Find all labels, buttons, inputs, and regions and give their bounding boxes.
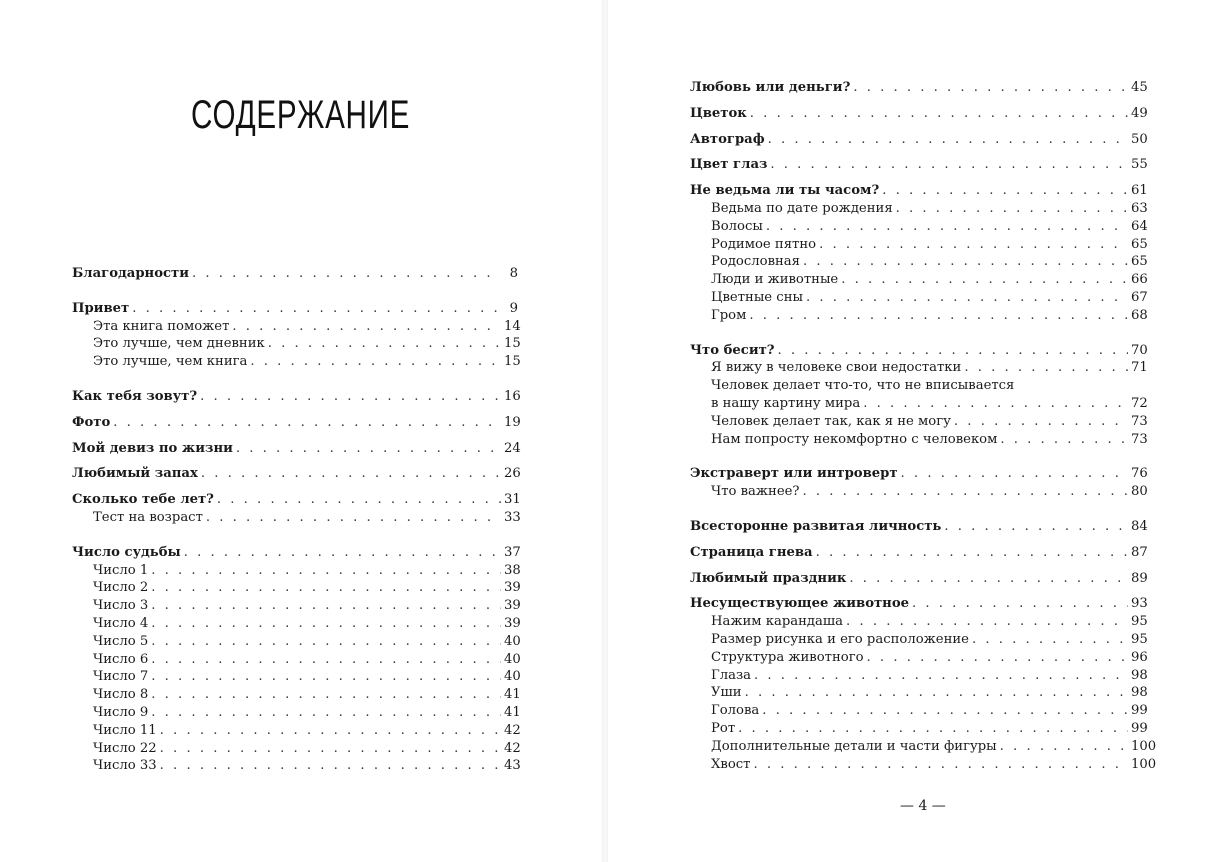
toc-entry-page: 16 <box>504 388 521 404</box>
toc-subentry-page: 68 <box>1131 307 1148 323</box>
toc-entry[interactable] <box>690 570 1148 588</box>
toc-entry[interactable] <box>690 518 1148 536</box>
toc-section <box>72 440 521 458</box>
toc-section <box>72 544 521 775</box>
toc-subentry[interactable] <box>72 633 521 651</box>
toc-subentry[interactable] <box>690 702 1148 720</box>
toc-subentry-page: 98 <box>1131 685 1148 701</box>
toc-subentry-title: Цветные сны <box>711 289 803 305</box>
toc-entry-title: Несуществующее животное <box>690 596 910 612</box>
left-page <box>0 0 602 862</box>
toc-subentry-page: 40 <box>504 633 521 649</box>
toc-subentry-page: 73 <box>1131 413 1148 429</box>
toc-subentry-title: Родимое пятно <box>711 236 817 252</box>
toc-subentry-page: 39 <box>504 615 521 631</box>
page-number: — 4 — <box>900 798 946 814</box>
toc-subentry-title: Эта книга поможет <box>93 318 230 334</box>
toc-subentry-page: 72 <box>1131 395 1148 411</box>
toc-subentry[interactable] <box>72 704 521 722</box>
dot-leader <box>160 722 501 740</box>
toc-subentry[interactable] <box>72 615 521 633</box>
toc-entry-title: Цветок <box>690 105 747 121</box>
toc-subentry-title: Глаза <box>711 667 752 683</box>
toc-entry-page: 55 <box>1131 157 1148 173</box>
dot-leader <box>151 704 501 722</box>
toc-entry[interactable] <box>72 491 521 509</box>
toc-subentry-title: Дополнительные детали и части фигуры <box>711 738 997 754</box>
toc-section <box>690 105 1148 123</box>
toc-subentry-title: Нажим карандаша <box>711 614 844 630</box>
toc-subentry-title: Число 33 <box>93 758 157 774</box>
toc-subentry-page: 64 <box>1131 218 1148 234</box>
toc-entry-page: 26 <box>504 466 521 482</box>
toc-subentry-title: Размер рисунка и его расположение <box>711 631 969 647</box>
dot-leader <box>778 342 1129 360</box>
toc-subentry-page: 63 <box>1131 200 1148 216</box>
toc-entry[interactable] <box>690 105 1148 123</box>
toc-subentry-title: Гром <box>711 307 747 323</box>
dot-leader <box>160 740 501 758</box>
dot-leader <box>738 720 1128 738</box>
toc-subentry-title: Число 9 <box>93 704 149 720</box>
toc-subentry-page: 67 <box>1131 289 1148 305</box>
toc-entry[interactable] <box>72 440 521 458</box>
toc-subentry-page: 39 <box>504 598 521 614</box>
dot-leader <box>770 156 1128 174</box>
toc-entry-page: 8 <box>509 266 518 281</box>
toc-section <box>72 388 521 406</box>
dot-leader <box>192 265 501 283</box>
toc-entry-title: Что бесит? <box>690 342 775 358</box>
toc-subentry-page: 42 <box>504 740 521 756</box>
toc-entry-title: Не ведьма ли ты часом? <box>690 183 880 199</box>
dot-leader <box>753 756 1128 774</box>
toc-entry-title: Фото <box>72 414 111 430</box>
toc-subentry[interactable] <box>690 631 1148 649</box>
toc-entry-title: Экстраверт или интроверт <box>690 466 898 482</box>
toc-subentry[interactable] <box>690 667 1148 685</box>
dot-leader <box>863 395 1128 413</box>
toc-subentry-title: Число 2 <box>93 580 149 596</box>
toc-entry-page: 31 <box>504 492 521 508</box>
toc-subentry-page: 100 <box>1131 756 1157 772</box>
toc-entry[interactable] <box>72 300 518 318</box>
toc-entry[interactable] <box>690 156 1148 174</box>
dot-leader <box>151 579 501 597</box>
toc-subentry-page: 38 <box>504 562 521 578</box>
toc-subentry-title: Число 8 <box>93 687 149 703</box>
toc-subentry-title: Число 5 <box>93 633 149 649</box>
dot-leader <box>944 518 1128 536</box>
toc-entry[interactable] <box>690 182 1148 200</box>
toc-entry[interactable] <box>690 342 1148 360</box>
toc-section <box>690 342 1148 449</box>
toc-subentry[interactable] <box>690 200 1148 218</box>
toc-subentry-page: 96 <box>1131 649 1148 665</box>
toc-subentry-page: 66 <box>1131 272 1148 288</box>
dot-leader <box>151 633 501 651</box>
dot-leader <box>750 105 1128 123</box>
toc-subentry-page: 39 <box>504 580 521 596</box>
toc-subentry-title: Человек делает что-то, что не вписывается <box>711 378 1015 394</box>
toc-subentry-page: 42 <box>504 722 521 738</box>
page-title: СОДЕРЖАНИЕ <box>191 93 411 137</box>
toc-subentry[interactable] <box>72 353 521 371</box>
dot-leader <box>846 613 1128 631</box>
toc-subentry-page: 80 <box>1131 484 1148 500</box>
dot-leader <box>151 686 501 704</box>
dot-leader <box>232 318 501 336</box>
toc-subentry-title: Человек делает так, как я не могу <box>711 413 951 429</box>
toc-subentry[interactable] <box>690 413 1148 431</box>
dot-leader <box>151 597 501 615</box>
toc-subentry[interactable] <box>72 686 521 704</box>
dot-leader <box>954 413 1128 431</box>
toc-entry-title: Число судьбы <box>72 544 181 560</box>
toc-entry[interactable] <box>690 131 1148 149</box>
toc-entry-title: Автограф <box>690 131 765 147</box>
toc-subentry-title: Я вижу в человеке свои недостатки <box>711 360 962 376</box>
toc-entry-title: Привет <box>72 300 130 316</box>
dot-leader <box>803 253 1128 271</box>
dot-leader <box>867 649 1128 667</box>
toc-section <box>690 570 1148 588</box>
toc-subentry-title: в нашу картину мира <box>711 395 861 411</box>
toc-subentry[interactable] <box>72 509 521 527</box>
toc-entry-page: 50 <box>1131 131 1148 147</box>
dot-leader <box>766 218 1128 236</box>
dot-leader <box>896 200 1128 218</box>
toc-subentry-title: Число 6 <box>93 651 149 667</box>
toc-subentry-page: 100 <box>1131 738 1157 754</box>
toc-entry-page: 61 <box>1131 183 1148 199</box>
toc-entry-page: 87 <box>1131 544 1148 560</box>
toc-section <box>72 265 518 283</box>
toc-entry-title: Всесторонне развитая личность <box>690 518 942 534</box>
toc-subentry[interactable] <box>690 289 1148 307</box>
toc-subentry[interactable] <box>690 271 1148 289</box>
toc-subentry-title: Рот <box>711 720 736 736</box>
dot-leader <box>1000 738 1128 756</box>
dot-leader <box>912 595 1128 613</box>
toc-subentry[interactable] <box>690 218 1148 236</box>
toc-subentry-page: 99 <box>1131 720 1148 736</box>
dot-leader <box>1000 431 1128 449</box>
dot-leader <box>901 465 1128 483</box>
toc-section <box>690 182 1148 324</box>
right-page <box>608 0 1205 862</box>
toc-subentry-title: Число 4 <box>93 615 149 631</box>
toc-subentry[interactable] <box>72 335 521 353</box>
toc-subentry[interactable] <box>72 579 521 597</box>
toc-subentry[interactable] <box>72 740 521 758</box>
toc-subentry[interactable] <box>72 722 521 740</box>
toc-subentry[interactable] <box>690 720 1148 738</box>
dot-leader <box>151 562 501 580</box>
toc-subentry-title: Уши <box>711 685 742 701</box>
toc-subentry-title: Волосы <box>711 218 763 234</box>
dot-leader <box>803 483 1128 501</box>
dot-leader <box>151 615 501 633</box>
toc-subentry[interactable] <box>690 307 1148 325</box>
toc-subentry-page: 95 <box>1131 614 1148 630</box>
toc-subentry[interactable] <box>690 359 1148 377</box>
toc-subentry-page: 33 <box>504 509 521 525</box>
toc-subentry-title: Тест на возраст <box>93 509 203 525</box>
toc-section <box>72 414 521 432</box>
toc-entry-title: Любимый праздник <box>690 570 847 586</box>
toc-subentry-title: Хвост <box>711 756 751 772</box>
toc-subentry[interactable] <box>690 431 1148 449</box>
toc-entry-title: Как тебя зовут? <box>72 388 198 404</box>
toc-section <box>690 595 1157 773</box>
toc-section <box>72 300 521 371</box>
toc-subentry-page: 95 <box>1131 631 1148 647</box>
toc-entry-page: 37 <box>504 544 521 560</box>
toc-subentry-page: 65 <box>1131 236 1148 252</box>
toc-subentry[interactable] <box>690 613 1148 631</box>
dot-leader <box>849 570 1128 588</box>
toc-entry-title: Любимый запах <box>72 466 198 482</box>
toc-subentry[interactable] <box>72 318 521 336</box>
toc-entry-page: 24 <box>504 440 521 456</box>
dot-leader <box>268 335 501 353</box>
toc-subentry-title: Родословная <box>711 254 800 270</box>
toc-subentry-page: 41 <box>504 704 521 720</box>
dot-leader <box>754 667 1128 685</box>
toc-entry-title: Любовь или деньги? <box>690 80 851 95</box>
toc-subentry[interactable] <box>690 649 1148 667</box>
toc-subentry[interactable] <box>690 756 1157 774</box>
toc-subentry-title: Число 3 <box>93 598 149 614</box>
toc-entry-title: Цвет глаз <box>690 157 768 173</box>
toc-subentry-title: Ведьма по дате рождения <box>711 200 893 216</box>
toc-section <box>690 79 1148 97</box>
dot-leader <box>151 668 501 686</box>
toc-entry[interactable] <box>690 79 1148 97</box>
dot-leader <box>972 631 1128 649</box>
toc-subentry-title: Это лучше, чем книга <box>93 354 248 370</box>
toc-subentry-page: 98 <box>1131 667 1148 683</box>
toc-subentry-page: 40 <box>504 669 521 685</box>
toc-entry[interactable] <box>690 595 1148 613</box>
dot-leader <box>816 544 1128 562</box>
toc-subentry-page: 73 <box>1131 431 1148 447</box>
dot-leader <box>853 79 1128 97</box>
dot-leader <box>819 236 1128 254</box>
toc-subentry-title: Число 11 <box>93 722 157 738</box>
toc-entry[interactable] <box>72 544 521 562</box>
toc-entry[interactable] <box>690 544 1148 562</box>
toc-entry-page: 89 <box>1131 570 1148 586</box>
toc-entry-page: 19 <box>504 414 521 430</box>
toc-subentry[interactable] <box>72 757 521 775</box>
toc-subentry-page: 71 <box>1131 360 1148 376</box>
toc-subentry-page: 15 <box>504 336 521 352</box>
toc-entry[interactable] <box>72 414 521 432</box>
toc-entry-page: 76 <box>1131 466 1148 482</box>
toc-subentry[interactable] <box>690 253 1148 271</box>
dot-leader <box>184 544 501 562</box>
toc-entry-page: 9 <box>509 300 518 316</box>
toc-subentry[interactable] <box>690 236 1148 254</box>
toc-subentry-title: Нам попросту некомфортно с человеком <box>711 431 998 447</box>
dot-leader <box>745 684 1128 702</box>
toc-entry-title: Благодарности <box>72 266 189 281</box>
toc-subentry-title: Что важнее? <box>711 484 800 500</box>
toc-subentry[interactable] <box>72 668 521 686</box>
toc-section <box>72 491 521 527</box>
toc-subentry-page: 99 <box>1131 703 1148 719</box>
toc-right-column <box>690 79 1157 773</box>
toc-entry[interactable] <box>72 465 521 483</box>
toc-subentry-page: 40 <box>504 651 521 667</box>
toc-left-column <box>72 265 521 775</box>
dot-leader <box>201 465 501 483</box>
toc-subentry-title: Число 7 <box>93 669 149 685</box>
toc-entry-page: 45 <box>1131 80 1148 95</box>
toc-subentry-title: Это лучше, чем дневник <box>93 336 265 352</box>
toc-subentry-line[interactable] <box>690 377 1145 395</box>
toc-entry-page: 84 <box>1131 518 1148 534</box>
toc-subentry-page: 14 <box>504 318 521 334</box>
dot-leader <box>749 307 1128 325</box>
toc-subentry-page: 15 <box>504 354 521 370</box>
dot-leader <box>217 491 501 509</box>
toc-subentry-page: 43 <box>504 758 521 774</box>
toc-entry[interactable] <box>72 388 521 406</box>
toc-subentry[interactable] <box>690 684 1148 702</box>
toc-entry-title: Сколько тебе лет? <box>72 492 214 508</box>
dot-leader <box>882 182 1128 200</box>
toc-subentry-title: Голова <box>711 703 760 719</box>
toc-subentry[interactable] <box>72 597 521 615</box>
toc-subentry-title: Структура животного <box>711 649 864 665</box>
dot-leader <box>132 300 501 318</box>
dot-leader <box>762 702 1128 720</box>
toc-entry[interactable] <box>72 265 518 283</box>
dot-leader <box>236 440 501 458</box>
toc-subentry[interactable] <box>690 483 1148 501</box>
toc-entry-page: 49 <box>1131 105 1148 121</box>
dot-leader <box>160 757 501 775</box>
toc-subentry-title: Число 1 <box>93 562 149 578</box>
toc-section <box>72 465 521 483</box>
toc-subentry[interactable] <box>72 562 521 580</box>
toc-subentry-page: 41 <box>504 687 521 703</box>
toc-section <box>690 156 1148 174</box>
toc-subentry-title: Люди и животные <box>711 272 839 288</box>
dot-leader <box>964 359 1128 377</box>
toc-section <box>690 131 1148 149</box>
dot-leader <box>151 651 501 669</box>
toc-section <box>690 544 1148 562</box>
dot-leader <box>200 388 501 406</box>
toc-section <box>690 465 1148 501</box>
toc-entry-page: 70 <box>1131 342 1148 358</box>
toc-entry-page: 93 <box>1131 596 1148 612</box>
toc-entry[interactable] <box>690 465 1148 483</box>
toc-subentry-title: Число 22 <box>93 740 157 756</box>
toc-subentry-page: 65 <box>1131 254 1148 270</box>
dot-leader <box>113 414 501 432</box>
toc-entry-title: Страница гнева <box>690 544 813 560</box>
dot-leader <box>250 353 501 371</box>
dot-leader <box>806 289 1128 307</box>
dot-leader <box>841 271 1128 289</box>
dot-leader <box>768 131 1128 149</box>
toc-subentry[interactable] <box>690 395 1148 413</box>
toc-subentry[interactable] <box>72 651 521 669</box>
toc-subentry[interactable] <box>690 738 1157 756</box>
toc-section <box>690 518 1148 536</box>
toc-entry-title: Мой девиз по жизни <box>72 440 233 456</box>
dot-leader <box>206 509 501 527</box>
